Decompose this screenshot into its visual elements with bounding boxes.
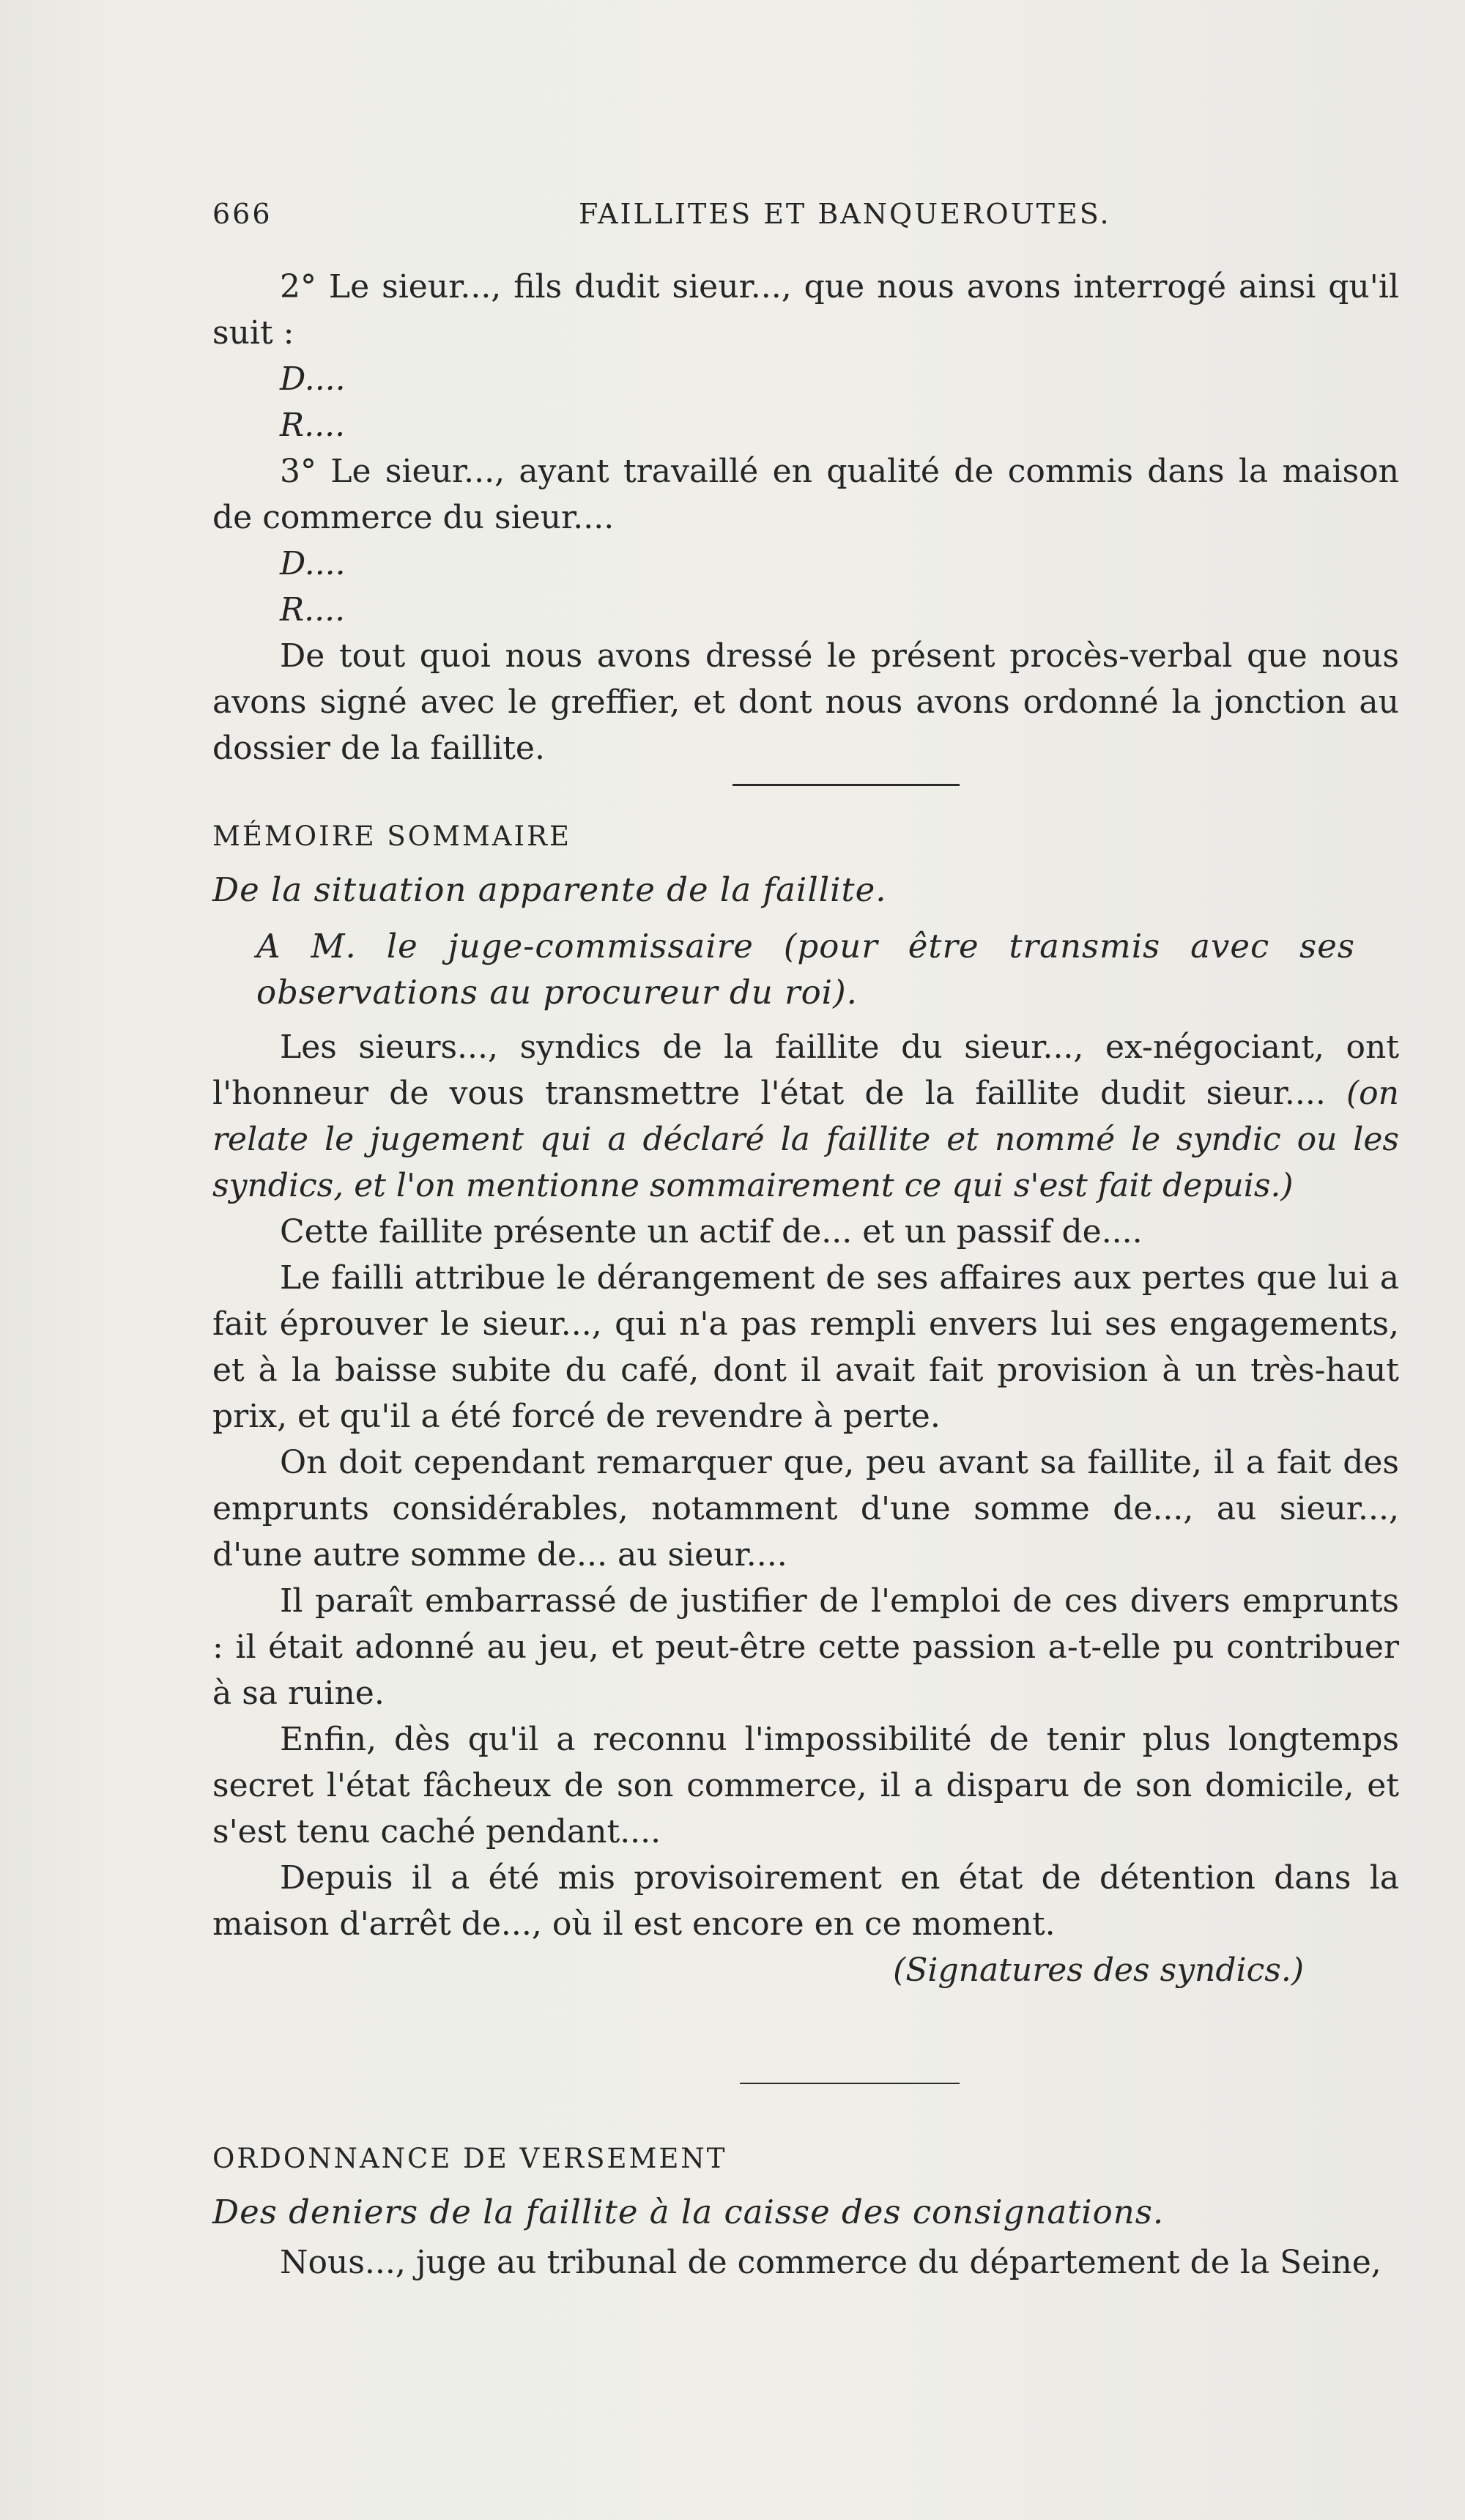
memoire-paragraph-7: Depuis il a été mis provisoirement en état de détention dans la maison d'arrêt de..., où il est encore en ce moment. [212,1859,1399,1943]
signature-line: (Signatures des syndics.) [893,1952,1304,1989]
ordonnance-subtitle: Des deniers de la faillite à la caisse des consignations. [212,2193,1165,2231]
memoire-title: MÉMOIRE SOMMAIRE [212,820,572,852]
memoire-paragraph-5: Il paraît embarrassé de justifier de l'emploi de ces divers emprunts : il était adonné au jeu, et peut-être cette passion a-t-elle pu contribuer à sa ruine. [212,1582,1399,1712]
memoire-paragraph-1-text: Les sieurs..., syndics de la faillite du sieur..., ex-négociant, ont l'honneur de vous transmettre l'état de la faillite dudit sieur.... [212,1029,1399,1112]
answer-marker: R.... [280,407,346,444]
answer-marker: R.... [280,591,346,629]
question-marker: D.... [280,360,346,398]
running-title: FAILLITES ET BANQUEROUTES. [579,198,1111,230]
ordonnance-title: ORDONNANCE DE VERSEMENT [212,2143,727,2174]
memoire-paragraph-1-note: (on relate le jugement qui a déclaré la faillite et nommé le syndic ou les syndics, et l'on mentionne sommairement ce qui s'est fait depuis.) [212,1075,1399,1204]
ordonnance-section [212,2135,1399,2286]
section-divider [740,2083,960,2084]
paragraph-item-2: 2° Le sieur..., fils dudit sieur..., que nous avons interrogé ainsi qu'il suit : [212,268,1399,352]
page-header [212,198,1399,242]
memoire-subtitle: De la situation apparente de la faillite. [212,870,887,909]
interrogation-section [212,264,1399,771]
closing-paragraph: De tout quoi nous avons dressé le présent procès-verbal que nous avons signé avec le greffier, et dont nous avons ordonné la jonction au dossier de la faillite. [212,637,1399,767]
memoire-paragraph-3: Le failli attribue le dérangement de ses affaires aux pertes que lui a fait éprouver le sieur..., qui n'a pas rempli envers lui ses engagements, et à la baisse subite du café, dont il avait fait provision à un très-haut prix, et qu'il a été forcé de revendre à perte. [212,1259,1399,1435]
page-number: 666 [212,198,272,230]
memoire-paragraph-2: Cette faillite présente un actif de... et un passif de.... [280,1213,1143,1250]
section-divider [732,784,960,786]
paragraph-item-3: 3° Le sieur..., ayant travaillé en qualité de commis dans la maison de commerce du sieur.... [212,453,1399,536]
memoire-paragraph-1 [212,1024,1399,1209]
memoire-section [212,813,1399,1993]
memoire-paragraph-6: Enfin, dès qu'il a reconnu l'impossibilité de tenir plus longtemps secret l'état fâcheux de son commerce, il a disparu de son domicile, et s'est tenu caché pendant.... [212,1721,1399,1850]
memoire-paragraph-4: On doit cependant remarquer que, peu avant sa faillite, il a fait des emprunts considérables, notamment d'une somme de..., au sieur..., d'une autre somme de... au sieur.... [212,1444,1399,1574]
ordonnance-paragraph-1: Nous..., juge au tribunal de commerce du département de la Seine, [280,2244,1381,2281]
memoire-address: A M. le juge-commissaire (pour être transmis avec ses observations au procureur du roi). [256,927,1355,1012]
question-marker: D.... [280,545,346,582]
